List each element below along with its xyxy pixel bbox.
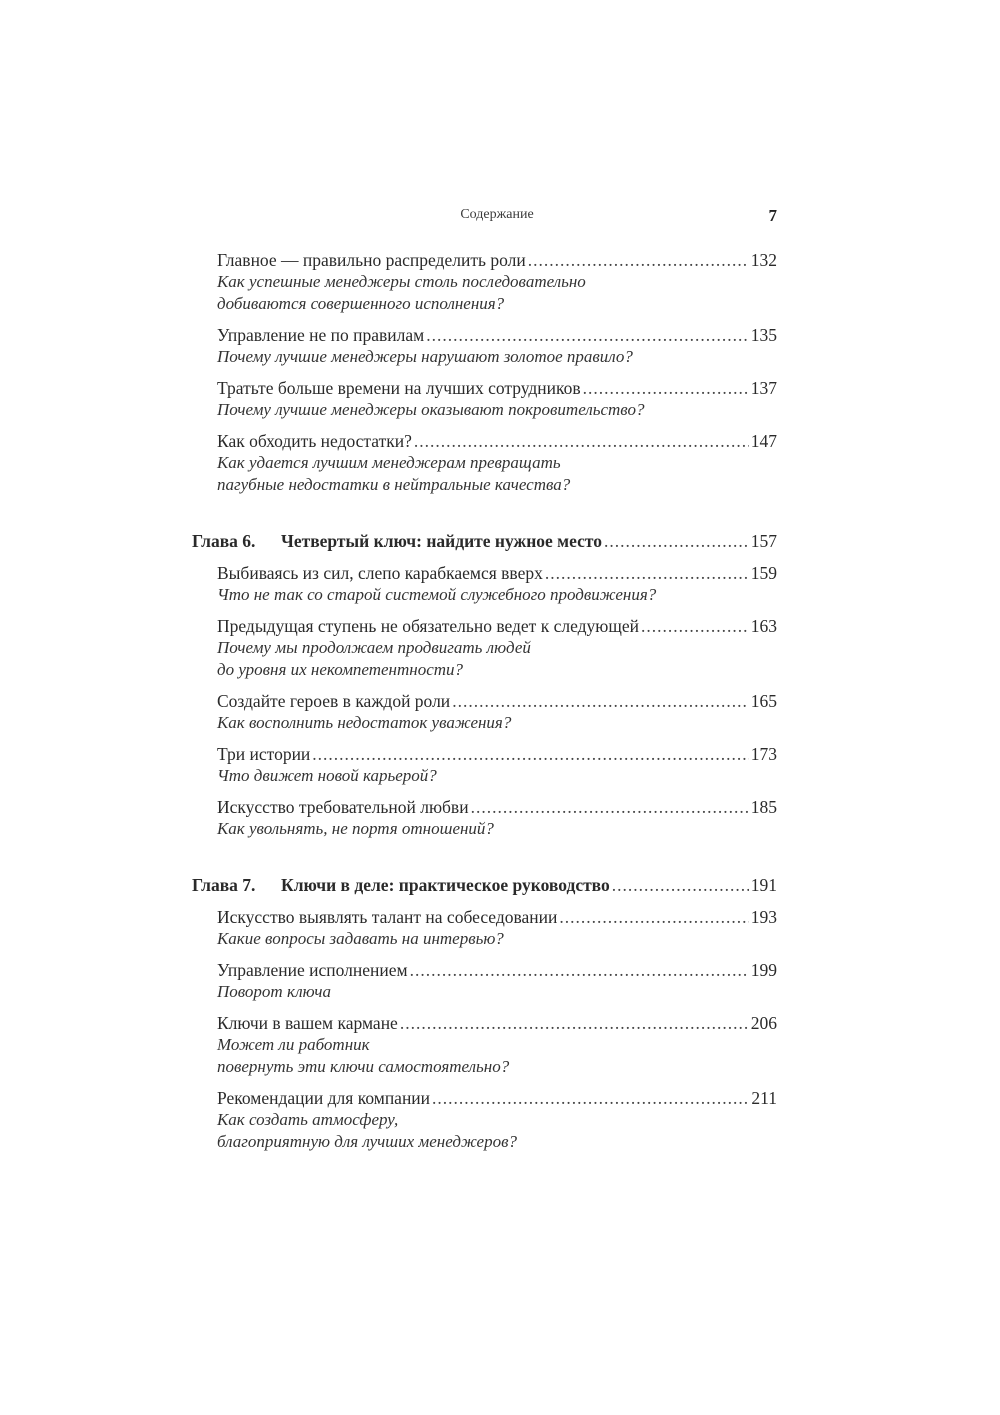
running-head	[217, 207, 777, 227]
toc-entry-subtitle: Какие вопросы задавать на интервью?	[217, 929, 504, 948]
toc-entry-title: Главное — правильно распределить роли	[217, 250, 526, 270]
toc-entry-subtitle: Поворот ключа	[217, 982, 332, 1001]
toc-entry[interactable]	[217, 377, 777, 421]
toc-entry-subtitle: Почему лучшие менеджеры оказывают покровительство?	[217, 400, 645, 419]
toc-entry-title: Искусство требовательной любви	[217, 797, 469, 817]
toc-entry-page: 193	[750, 907, 777, 927]
toc-entry-page: 147	[750, 431, 777, 451]
chapter-heading[interactable]	[192, 874, 777, 896]
toc-entry-page: 173	[750, 744, 777, 764]
leader-dots	[452, 690, 749, 712]
toc-entry[interactable]	[217, 796, 777, 840]
leader-dots	[312, 743, 748, 765]
toc-entry[interactable]	[217, 562, 777, 606]
toc-entry-subtitle: Что движет новой карьерой?	[217, 766, 437, 785]
toc-entry-subtitle: пагубные недостатки в нейтральные качества?	[217, 475, 571, 494]
toc-entry-title: Искусство выявлять талант на собеседовании	[217, 907, 558, 927]
running-head-title: Содержание	[460, 207, 534, 222]
toc-entry-title: Выбиваясь из сил, слепо карабкаемся вверх	[217, 563, 543, 583]
toc-entry-title: Три истории	[217, 744, 311, 764]
leader-dots	[612, 874, 749, 896]
toc-entry-subtitle: Как успешные менеджеры столь последовательно	[217, 272, 586, 291]
toc-entry-page: 163	[750, 616, 777, 636]
toc-entry-subtitle: Как создать атмосферу,	[217, 1110, 399, 1129]
toc-entry-subtitle: Как восполнить недостаток уважения?	[217, 713, 512, 732]
toc-entry[interactable]	[217, 249, 777, 315]
leader-dots	[432, 1087, 749, 1109]
toc-entry[interactable]	[217, 324, 777, 368]
toc-entry[interactable]	[217, 615, 777, 681]
chapter-number: Глава 7.	[192, 875, 256, 895]
leader-dots	[400, 1012, 749, 1034]
chapter-page: 157	[750, 531, 777, 551]
chapter-title: Четвертый ключ: найдите нужное место	[281, 531, 602, 551]
toc-entry[interactable]	[217, 1087, 777, 1153]
toc-entry-page: 211	[751, 1088, 777, 1108]
toc-entry-subtitle: Почему лучшие менеджеры нарушают золотое правило?	[217, 347, 633, 366]
leader-dots	[426, 324, 749, 346]
toc-entry-page: 165	[750, 691, 777, 711]
chapter-page: 191	[750, 875, 777, 895]
toc-entry-title: Предыдущая ступень не обязательно ведет к следующей	[217, 616, 639, 636]
chapter-title: Ключи в деле: практическое руководство	[281, 875, 610, 895]
leader-dots	[471, 796, 749, 818]
toc-entry-title: Ключи в вашем кармане	[217, 1013, 398, 1033]
toc-entry-page: 206	[750, 1013, 777, 1033]
leader-dots	[559, 906, 748, 928]
leader-dots	[583, 377, 749, 399]
toc-entry-page: 199	[750, 960, 777, 980]
leader-dots	[641, 615, 749, 637]
toc-entry-title: Тратьте больше времени на лучших сотрудников	[217, 378, 581, 398]
toc-entry-subtitle: до уровня их некомпетентности?	[217, 660, 464, 679]
toc-entry-subtitle: Как удается лучшим менеджерам превращать	[217, 453, 561, 472]
toc-entry-page: 185	[750, 797, 777, 817]
toc-entry[interactable]	[217, 959, 777, 1003]
toc-entry-subtitle: Что не так со старой системой служебного продвижения?	[217, 585, 657, 604]
toc-entry-subtitle: благоприятную для лучших менеджеров?	[217, 1132, 517, 1151]
leader-dots	[414, 430, 749, 452]
toc-entry-subtitle: добиваются совершенного исполнения?	[217, 294, 505, 313]
toc-entry[interactable]	[217, 1012, 777, 1078]
toc-entry-page: 137	[750, 378, 777, 398]
leader-dots	[545, 562, 749, 584]
toc-entry-title: Управление не по правилам	[217, 325, 425, 345]
toc-entry[interactable]	[217, 906, 777, 950]
table-of-contents	[192, 249, 777, 1162]
leader-dots	[410, 959, 749, 981]
toc-entry-title: Управление исполнением	[217, 960, 408, 980]
chapter-heading[interactable]	[192, 530, 777, 552]
toc-entry-title: Как обходить недостатки?	[217, 431, 412, 451]
toc-entry[interactable]	[217, 430, 777, 496]
leader-dots	[604, 530, 749, 552]
toc-entry-subtitle: Как увольнять, не портя отношений?	[217, 819, 494, 838]
toc-entry-page: 159	[750, 563, 777, 583]
toc-entry[interactable]	[217, 690, 777, 734]
toc-entry[interactable]	[217, 743, 777, 787]
toc-entry-subtitle: повернуть эти ключи самостоятельно?	[217, 1057, 510, 1076]
page-number: 7	[768, 206, 777, 225]
toc-entry-page: 135	[750, 325, 777, 345]
toc-entry-subtitle: Может ли работник	[217, 1035, 370, 1054]
toc-entry-page: 132	[750, 250, 777, 270]
chapter-number: Глава 6.	[192, 531, 256, 551]
toc-entry-title: Рекомендации для компании	[217, 1088, 431, 1108]
toc-entry-subtitle: Почему мы продолжаем продвигать людей	[217, 638, 531, 657]
leader-dots	[528, 249, 749, 271]
toc-entry-title: Создайте героев в каждой роли	[217, 691, 451, 711]
